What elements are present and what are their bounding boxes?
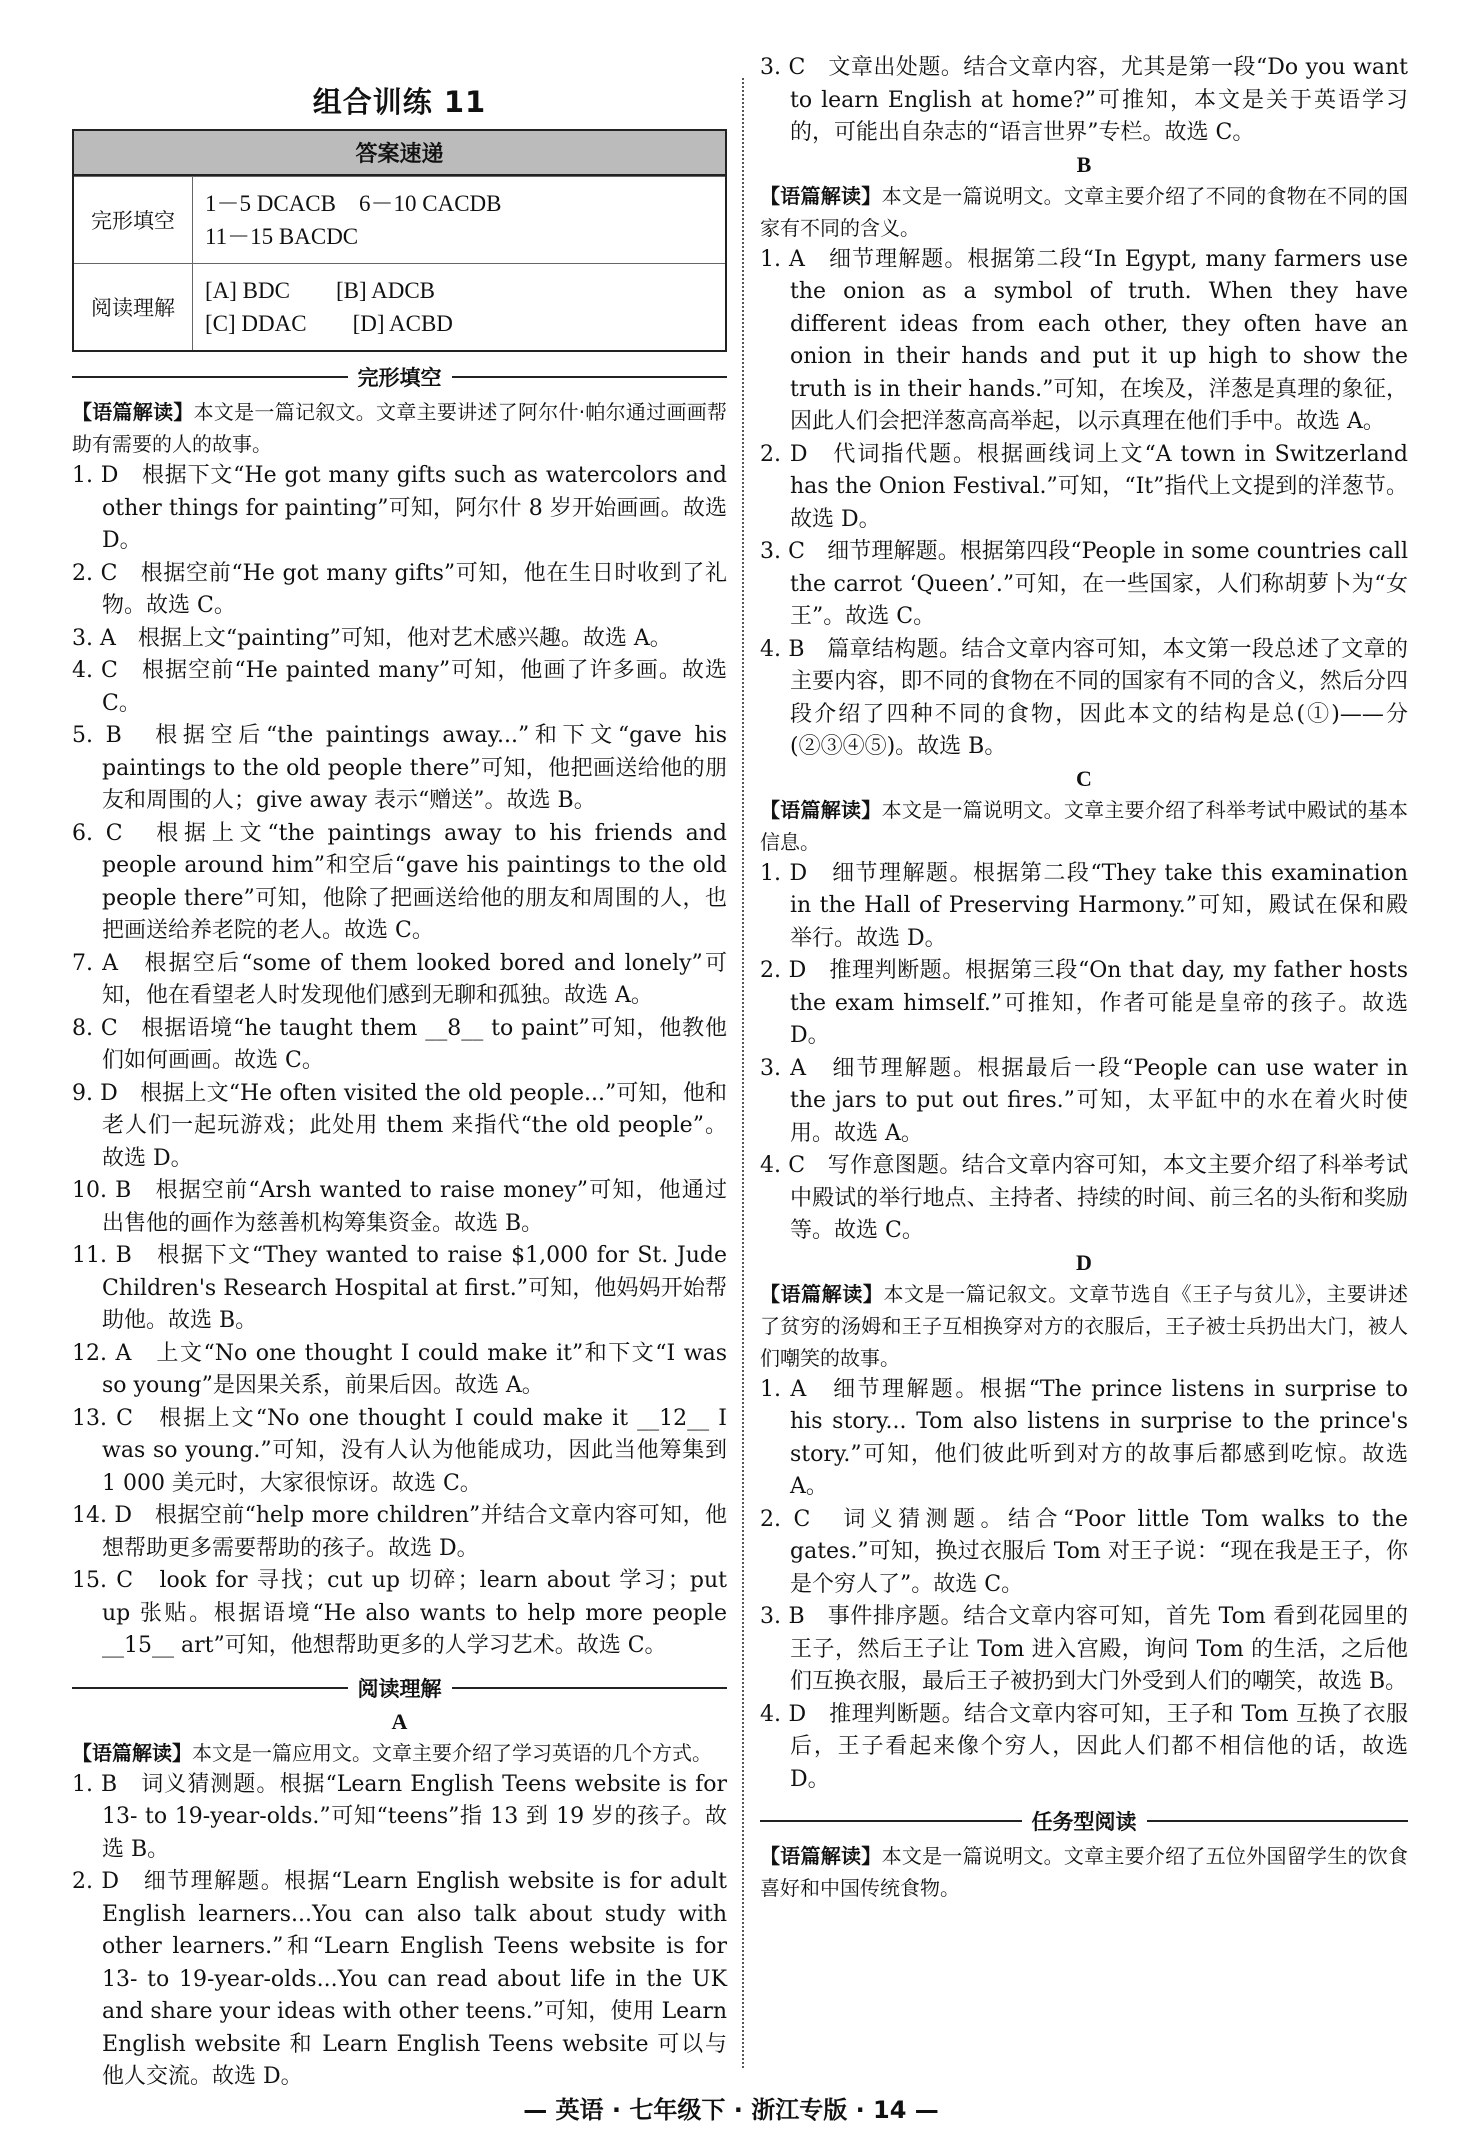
answer-item: 4. C 写作意图题。结合文章内容可知，本文主要介绍了科举考试中殿试的举行地点、主持者、持续的时间、前三名的头衔和奖励等。故选 C。 — [760, 1153, 1408, 1243]
passage-intro — [72, 396, 727, 460]
answer-item: 15. C look for 寻找；cut up 切碎；learn about 学习；put up 张贴。根据语境“He also wants to help more people __15__ art”可知，他想帮助更多的人学习艺术。故选 C。 — [72, 1568, 727, 1658]
column-divider — [742, 78, 744, 2068]
intro-tag: 【语篇解读】 — [760, 1281, 884, 1306]
answer-item: 2. D 细节理解题。根据“Learn English website is for adult English learners...You can also talk about study with other learners.”和“Learn English Teens website is for 13- to 19-year-olds...You can read about life in the UK and share your ideas with other teens.”可知，使用 Learn English website 和 Learn English Teens website 可以与他人交流。故选 D。 — [72, 1869, 727, 2089]
section-heading-text: 完形填空 — [357, 366, 442, 390]
intro-text: 本文是一篇记叙文。文章节选自《王子与贫儿》，主要讲述了贫穷的汤姆和王子互相换穿对方的衣服后，王子被士兵扔出大门，被人们嘲笑的故事。 — [760, 1281, 1409, 1370]
answer-item: 4. B 篇章结构题。结合文章内容可知，本文第一段总述了文章的主要内容，即不同的食物在不同的国家有不同的含义，然后分四段介绍了四种不同的食物，因此本文的结构是总(①)——分(②③④⑤)。故选 B。 — [760, 636, 1408, 759]
section-heading-reading — [72, 1673, 727, 1703]
answer-item: 1. A 细节理解题。根据第二段“In Egypt, many farmers use the onion as a symbol of truth. When they have different ideas from each other, they often have an onion in their hands and put it up high to show the truth is in their hands.”可知，在埃及，洋葱是真理的象征，因此人们会把洋葱高高举起，以示真理在他们手中。故选 A。 — [760, 246, 1408, 434]
intro-text: 本文是一篇说明文。文章主要介绍了不同的食物在不同的国家有不同的含义。 — [760, 183, 1409, 240]
reading-d-item-list — [760, 1374, 1408, 1797]
answer-item: 7. A 根据空后“some of them looked bored and lonely”可知，他在看望老人时发现他们感到无聊和孤独。故选 A。 — [72, 950, 727, 1008]
cloze-item-list — [72, 460, 727, 1663]
answer-item: 2. C 词义猜测题。结合“Poor little Tom walks to the gates.”可知，换过衣服后 Tom 对王子说：“现在我是王子，你是个穷人了”。故选 C。 — [760, 1506, 1408, 1597]
reading-a-item-list-continued — [760, 52, 1408, 150]
right-column — [760, 52, 1408, 1904]
answer-box-header: 答案速递 — [74, 131, 725, 176]
answer-item: 2. C 根据空前“He got many gifts”可知，他在生日时收到了礼物。故选 C。 — [72, 560, 727, 618]
answer-item: 8. C 根据语境“he taught them __8__ to paint”可知，他教他们如何画画。故选 C。 — [72, 1015, 727, 1073]
intro-tag: 【语篇解读】 — [760, 797, 882, 822]
answer-item: 4. D 推理判断题。结合文章内容可知，王子和 Tom 互换了衣服后，王子看起来像个穷人，因此人们都不相信他的话，故选 D。 — [760, 1701, 1408, 1792]
answer-item: 3. B 事件排序题。结合文章内容可知，首先 Tom 看到花园里的王子，然后王子让 Tom 进入宫殿，询问 Tom 的生活，之后他们互换衣服，最后王子被扔到大门外受到人们的嘲笑，故选 B。 — [760, 1604, 1408, 1694]
answer-line: 1－5 DCACB 6－10 CACDB — [205, 191, 502, 216]
reading-a-item-list — [72, 1769, 727, 2094]
answer-item: 14. D 根据空前“help more children”并结合文章内容可知，他想帮助更多需要帮助的孩子。故选 D。 — [72, 1503, 727, 1561]
answer-row-cloze — [74, 176, 725, 263]
passage-label-a: A — [391, 1708, 408, 1734]
passage-intro — [760, 1840, 1408, 1904]
section-heading-text: 任务型阅读 — [1031, 1810, 1137, 1834]
answer-item: 12. A 上文“No one thought I could make it”和下文“I was so young”是因果关系，前果后因。故选 A。 — [72, 1340, 727, 1398]
reading-c-item-list — [760, 858, 1408, 1248]
answer-label-cloze: 完形填空 — [74, 177, 193, 263]
answer-item: 1. D 细节理解题。根据第二段“They take this examination in the Hall of Preserving Harmony.”可知，殿试在保和殿举行。故选 D。 — [760, 860, 1408, 951]
answer-line: [A] BDC [B] ADCB — [205, 278, 436, 303]
answer-item: 10. B 根据空前“Arsh wanted to raise money”可知，他通过出售他的画作为慈善机构筹集资金。故选 B。 — [72, 1178, 727, 1236]
section-heading-cloze — [72, 362, 727, 392]
intro-tag: 【语篇解读】 — [760, 183, 882, 208]
answer-row-reading — [74, 263, 725, 350]
page-footer: — 英语 · 七年级下 · 浙江专版 · 14 — — [523, 2096, 939, 2124]
answer-item: 6. C 根据上文“the paintings away to his friends and people around him”和空后“gave his paintings to the old people there”可知，他除了把画送给他的朋友和周围的人，也把画送给养老院的老人。故选 C。 — [72, 820, 727, 943]
section-heading-task — [760, 1806, 1408, 1836]
intro-tag: 【语篇解读】 — [760, 1844, 882, 1868]
answer-item: 13. C 根据上文“No one thought I could make it __12__ I was so young.”可知，没有人认为他能成功，因此当他筹集到 1 000 美元时，大家很惊讶。故选 C。 — [72, 1405, 727, 1496]
answer-line: 11－15 BACDC — [205, 224, 359, 249]
answer-item: 1. A 细节理解题。根据“The prince listens in surprise to his story... Tom also listens in surprise to the prince's story.”可知，他们彼此听到对方的故事后都感到吃惊。故选 A。 — [760, 1376, 1408, 1499]
answer-box — [72, 129, 727, 352]
intro-text: 本文是一篇说明文。文章主要介绍了科举考试中殿试的基本信息。 — [760, 797, 1409, 854]
passage-intro — [760, 794, 1408, 858]
answer-line: [C] DDAC [D] ACBD — [205, 311, 453, 336]
answer-item: 5. B 根据空后“the paintings away...”和下文“gave his paintings to the old people there”可知，他把画送给他的朋友和周围的人；give away 表示“赠送”。故选 B。 — [72, 723, 727, 813]
passage-label-d: D — [1076, 1249, 1092, 1275]
answer-item: 3. A 根据上文“painting”可知，他对艺术感兴趣。故选 A。 — [72, 625, 672, 651]
passage-label-c: C — [1076, 765, 1092, 791]
answer-item: 11. B 根据下文“They wanted to raise $1,000 for St. Jude Children's Research Hospital at first.”可知，他妈妈开始帮助他。故选 B。 — [72, 1243, 727, 1333]
section-heading-text: 阅读理解 — [357, 1676, 442, 1701]
answer-label-reading: 阅读理解 — [74, 264, 193, 350]
answer-item: 4. C 根据空前“He painted many”可知，他画了许多画。故选 C。 — [72, 658, 727, 716]
answer-item: 2. D 代词指代题。根据画线词上文“A town in Switzerland has the Onion Festival.”可知，“It”指代上文提到的洋葱节。故选 D。 — [760, 441, 1408, 532]
answer-item: 2. D 推理判断题。根据第三段“On that day, my father hosts the exam himself.”可推知，作者可能是皇帝的孩子。故选 D。 — [760, 958, 1408, 1048]
answer-item: 1. D 根据下文“He got many gifts such as watercolors and other things for painting”可知，阿尔什 8 岁开始画画。故选 D。 — [72, 463, 727, 553]
intro-text: 本文是一篇说明文。文章主要介绍了五位外国留学生的饮食喜好和中国传统食物。 — [760, 1844, 1409, 1900]
answer-item: 1. B 词义猜测题。根据“Learn English Teens website is for 13- to 19-year-olds.”可知“teens”指 13 到 19 岁的孩子。故选 B。 — [72, 1771, 727, 1862]
passage-intro — [760, 180, 1408, 244]
intro-tag: 【语篇解读】 — [72, 1740, 192, 1765]
answer-values-reading — [193, 264, 465, 350]
intro-text: 本文是一篇记叙文。文章主要讲述了阿尔什·帕尔通过画画帮助有需要的人的故事。 — [72, 400, 728, 456]
intro-tag: 【语篇解读】 — [72, 400, 194, 424]
reading-b-item-list — [760, 244, 1408, 764]
answer-item: 9. D 根据上文“He often visited the old people...”可知，他和老人们一起玩游戏；此处用 them 来指代“the old people”。故选 D。 — [72, 1080, 727, 1171]
left-column — [72, 0, 727, 2094]
answer-item: 3. C 文章出处题。结合文章内容，尤其是第一段“Do you want to learn English at home?”可推知，本文是关于英语学习的，可能出自杂志的“语言世界”专栏。故选 C。 — [760, 55, 1408, 145]
passage-intro — [760, 1278, 1408, 1374]
answer-item: 3. A 细节理解题。根据最后一段“People can use water in the jars to put out fires.”可知，太平缸中的水在着火时使用。故选 A。 — [760, 1055, 1408, 1146]
answer-values-cloze — [193, 177, 513, 263]
page-title: 组合训练 11 — [312, 85, 487, 119]
passage-label-b: B — [1076, 151, 1092, 177]
intro-text: 本文是一篇应用文。文章主要介绍了学习英语的几个方式。 — [192, 1740, 712, 1765]
answer-item: 3. C 细节理解题。根据第四段“People in some countries call the carrot ‘Queen’.”可知，在一些国家，人们称胡萝卜为“女王”。故选 C。 — [760, 539, 1408, 629]
passage-intro — [72, 1737, 727, 1769]
